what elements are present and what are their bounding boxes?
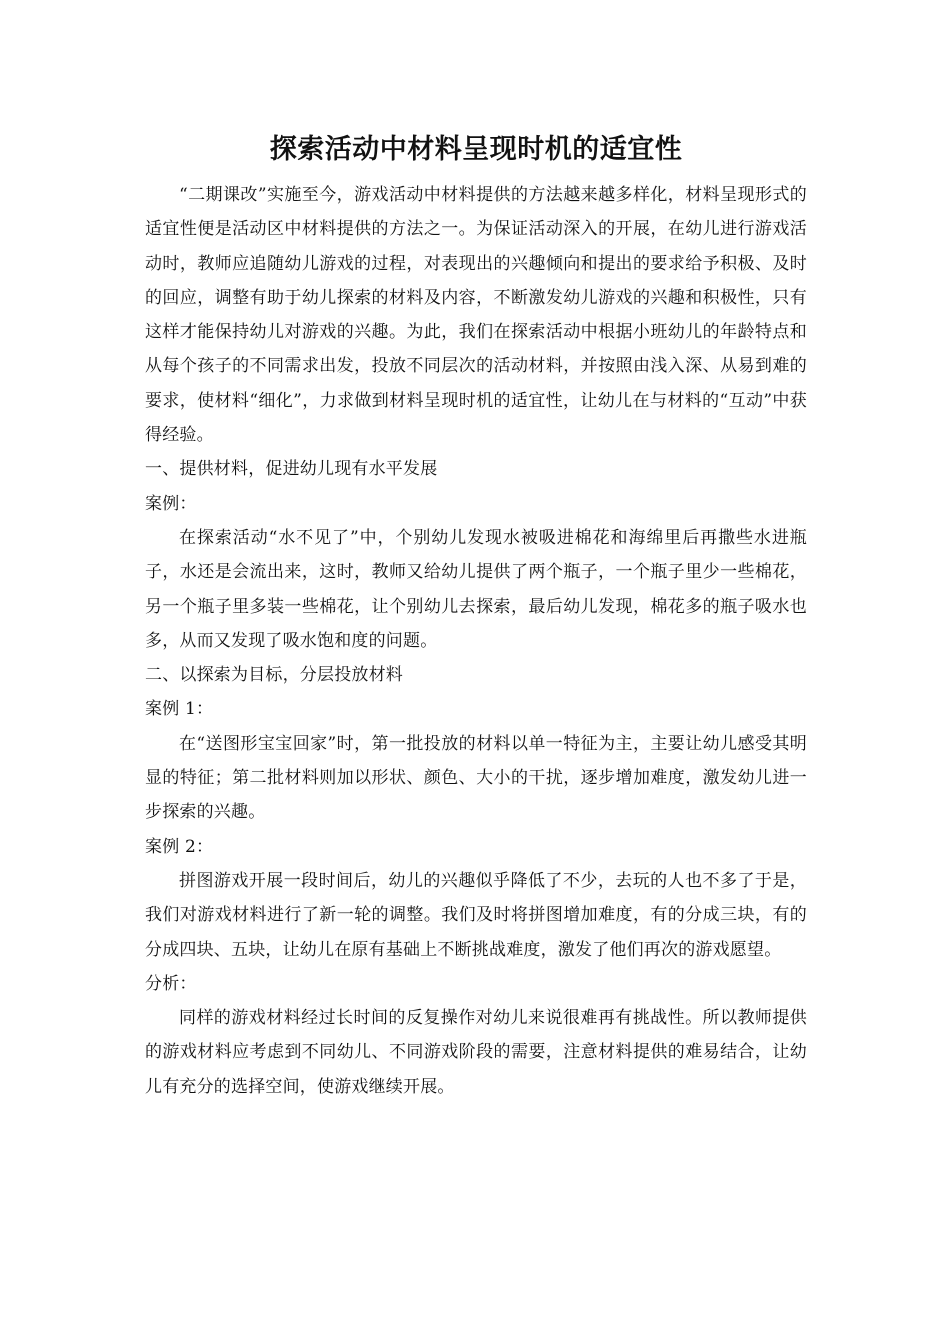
case2-label: 案例 2： [145,836,214,857]
section2-heading: 二、以探索为目标，分层投放材料 [145,665,403,686]
document-title: 探索活动中材料呈现时机的适宜性 [269,134,683,165]
analysis-paragraph: 同样的游戏材料经过长时间的反复操作对幼儿来说很难再有挑战性。所以教师提供的游戏材料应考虑到不同幼儿、不同游戏阶段的需要，注意材料提供的难易结合，让幼儿有充分的选择空间，使游戏继续开展。 [145,1008,807,1097]
section1-case-paragraph: 在探索活动“水不见了”中，个别幼儿发现水被吸进棉花和海绵里后再撒些水进瓶子，水还是会流出来，这时，教师又给幼儿提供了两个瓶子，一个瓶子里少一些棉花，另一个瓶子里多装一些棉花，让个别幼儿去探索，最后幼儿发现，棉花多的瓶子吸水也多，从而又发现了吸水饱和度的问题。 [145,527,807,651]
intro-paragraph: “二期课改”实施至今，游戏活动中材料提供的方法越来越多样化，材料呈现形式的适宜性便是活动区中材料提供的方法之一。为保证活动深入的开展，在幼儿进行游戏活动时，教师应追随幼儿游戏的过程，对表现出的兴趣倾向和提出的要求给予积极、及时的回应，调整有助于幼儿探索的材料及内容，不断激发幼儿游戏的兴趣和积极性，只有这样才能保持幼儿对游戏的兴趣。为此，我们在探索活动中根据小班幼儿的年龄特点和从每个孩子的不同需求出发，投放不同层次的活动材料，并按照由浅入深、从易到难的要求，使材料“细化”，力求做到材料呈现时机的适宜性，让幼儿在与材料的“互动”中获得经验。 [145,185,807,446]
document-page [145,128,807,1104]
case1-label: 案例 1： [145,699,214,720]
section1-case-label: 案例： [145,493,197,514]
case2-paragraph: 拼图游戏开展一段时间后，幼儿的兴趣似乎降低了不少，去玩的人也不多了于是，我们对游戏材料进行了新一轮的调整。我们及时将拼图增加难度，有的分成三块，有的分成四块、五块，让幼儿在原有基础上不断挑战难度，激发了他们再次的游戏愿望。 [145,870,807,960]
analysis-label: 分析： [145,973,197,994]
section1-heading: 一、提供材料，促进幼儿现有水平发展 [145,459,438,480]
case1-paragraph: 在“送图形宝宝回家”时，第一批投放的材料以单一特征为主，主要让幼儿感受其明显的特征；第二批材料则加以形状、颜色、大小的干扰，逐步增加难度，激发幼儿进一步探索的兴趣。 [145,733,807,823]
